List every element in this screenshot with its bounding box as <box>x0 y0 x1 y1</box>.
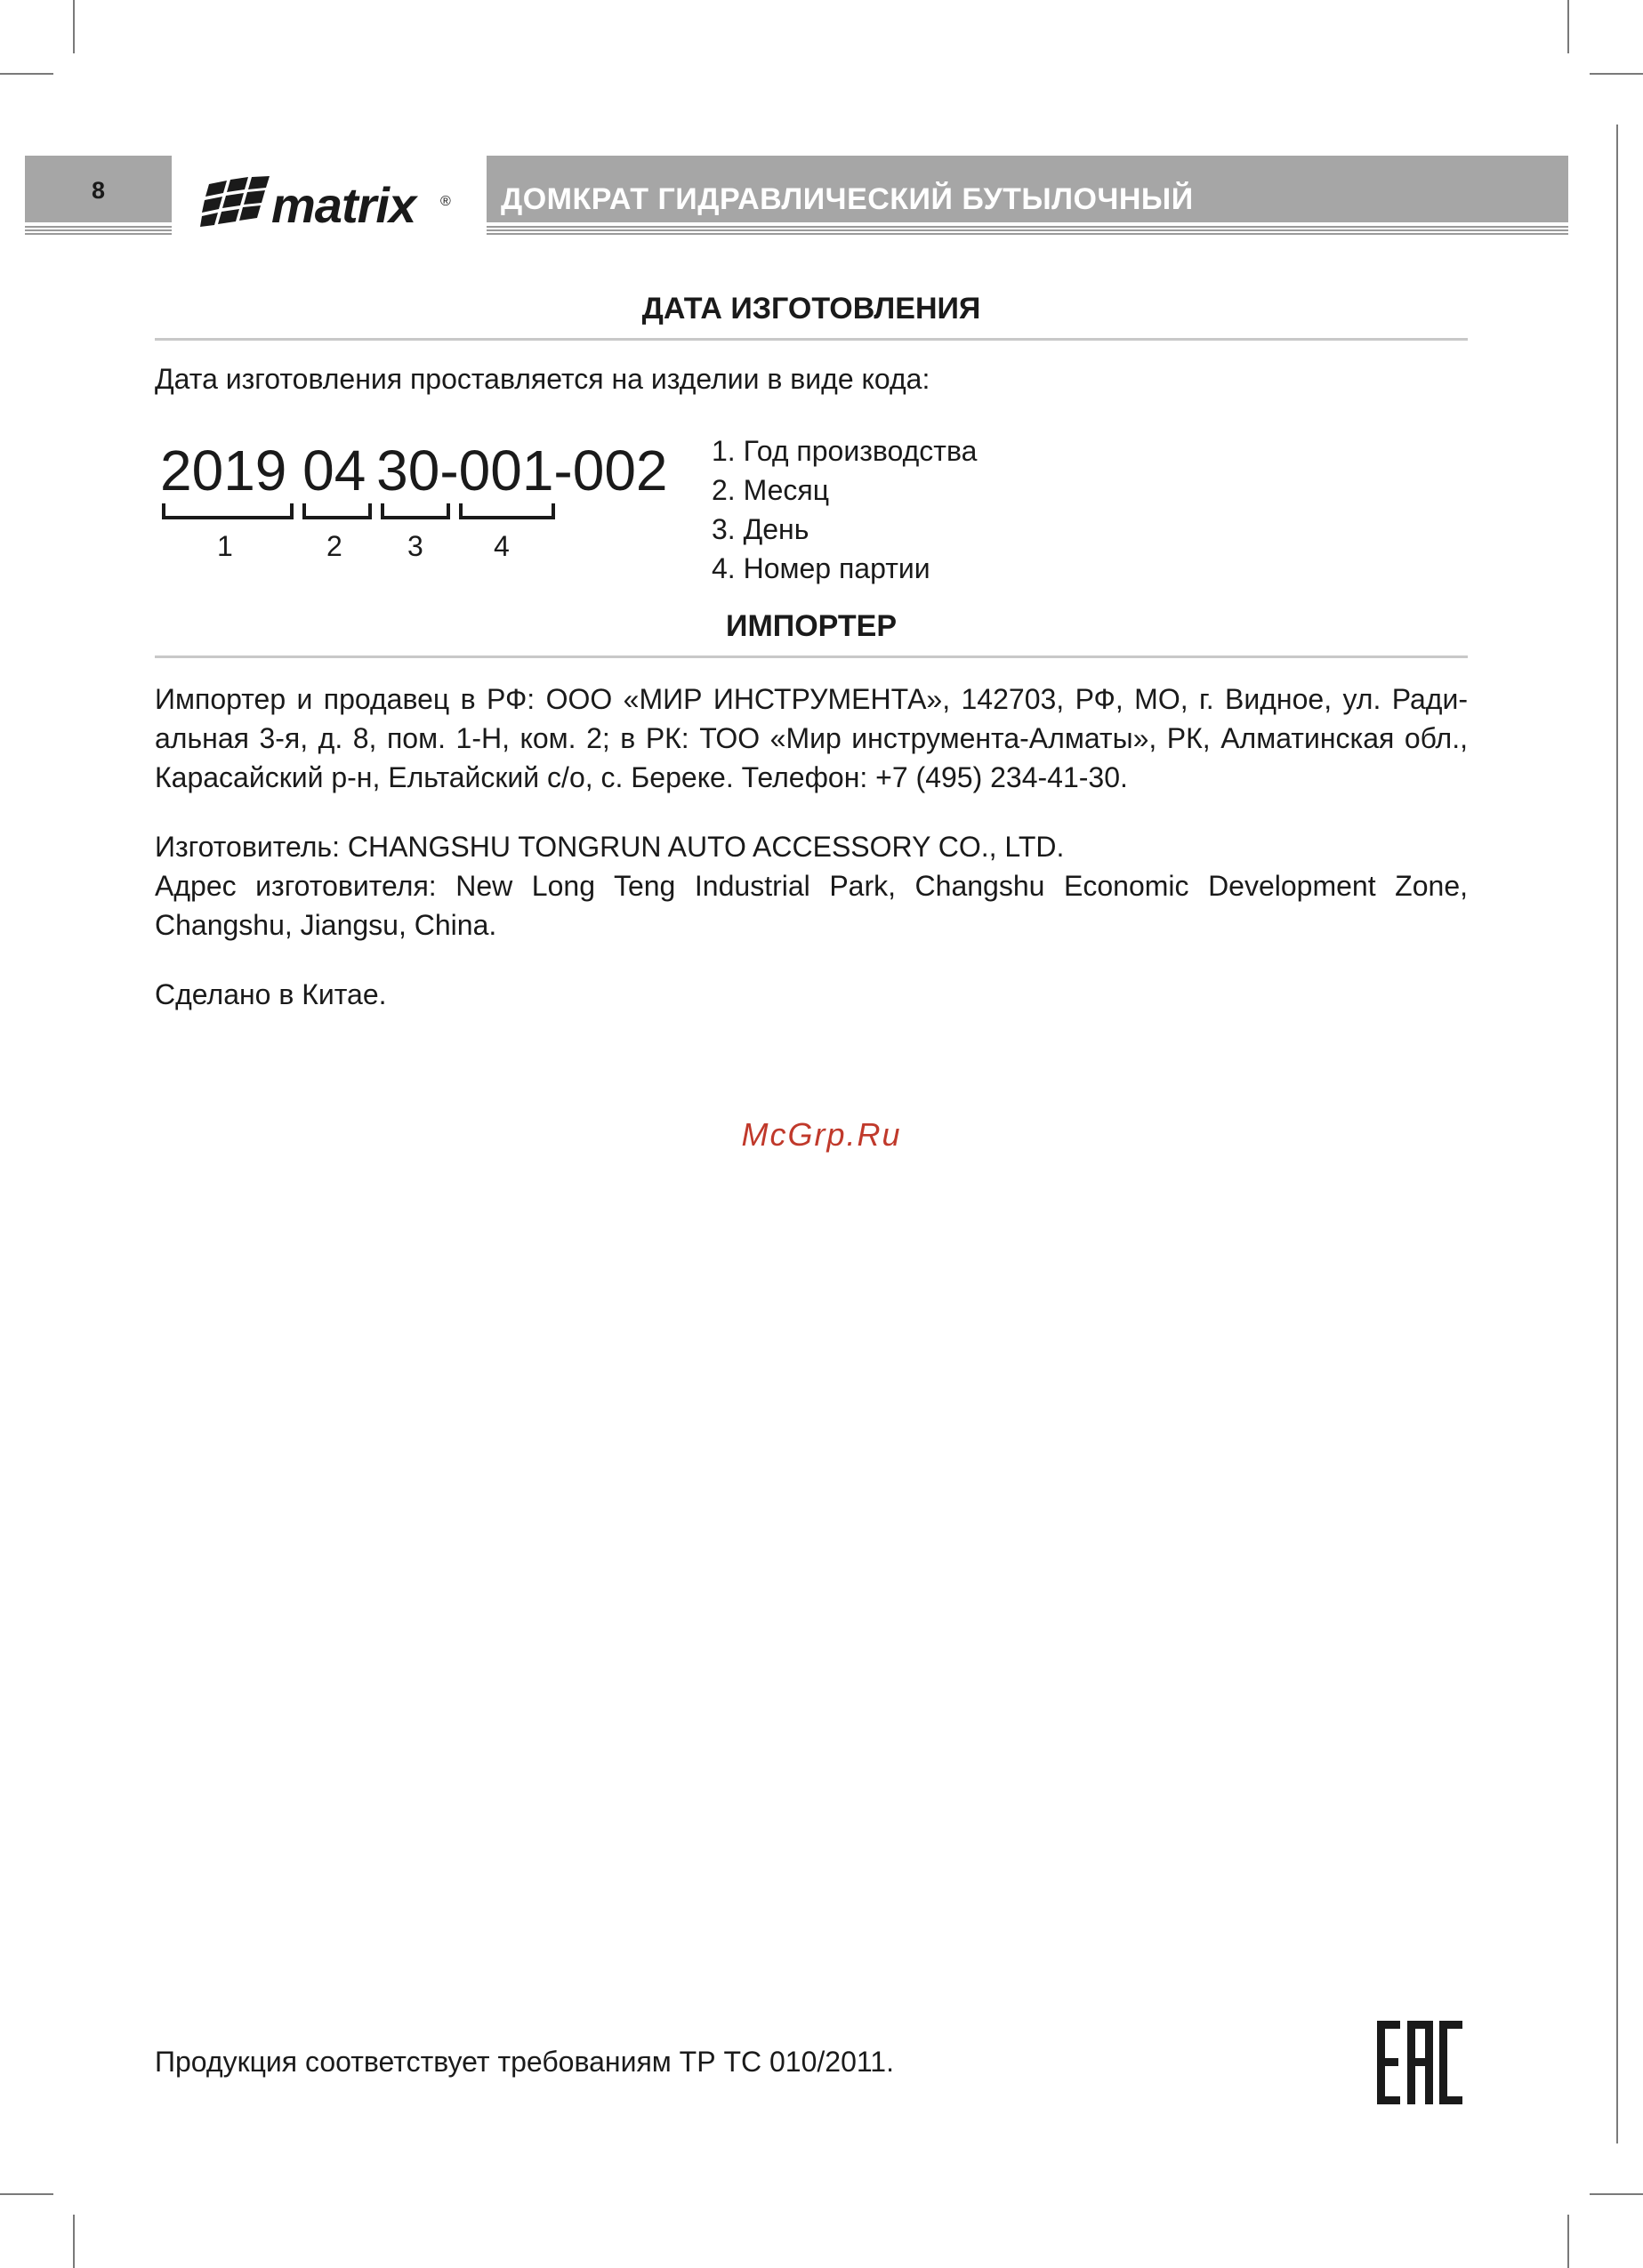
section-rule <box>155 655 1468 658</box>
code-bracket <box>459 503 555 519</box>
header-title-bar <box>487 156 1568 222</box>
code-label: 3 <box>407 530 423 562</box>
section-heading-importer: ИМПОРТЕР <box>726 609 897 643</box>
code-label: 4 <box>494 530 510 562</box>
date-code <box>160 438 668 503</box>
legend-item: 1. Год производства <box>712 435 978 467</box>
code-bracket <box>302 503 372 519</box>
page-number: 8 <box>91 177 106 204</box>
code-month: 04 <box>302 438 366 503</box>
code-suffix: -002 <box>553 438 668 503</box>
crop-mark <box>73 2215 75 2268</box>
crop-mark <box>1590 2193 1643 2195</box>
watermark: McGrp.Ru <box>741 1116 902 1153</box>
made-in-text: Сделано в Китае. <box>155 978 387 1010</box>
legend-item: 2. Месяц <box>712 474 830 506</box>
date-intro: Дата изготовления проставляется на изделии в виде кода: <box>155 363 930 395</box>
code-label: 1 <box>217 530 233 562</box>
brand-name: matrix <box>271 177 416 233</box>
code-legend <box>712 431 977 588</box>
manufacturer-text: Изготовитель: CHANGSHU TONGRUN AUTO ACCESSORY CO., LTD. <box>155 831 1065 863</box>
crop-mark <box>73 0 75 53</box>
legend-item: 4. Номер партии <box>712 552 930 584</box>
crop-mark <box>1590 73 1643 75</box>
importer-text: Импортер и продавец в РФ: ООО «МИР ИНСТРУМЕНТА», 142703, РФ, МО, г. Видное, ул. Ради-альная 3-я, д. 8, пом. 1-Н, ком. 2; в РК: ТОО «Мир инструмента-Алматы», РК, Алматинская обл., Карасайский р-н, Ельтайский с/о, с. Береке. Телефон: +7 (495) 234-41-30. <box>155 683 1468 793</box>
code-label: 2 <box>326 530 342 562</box>
registered-mark: ® <box>440 194 451 209</box>
crop-mark <box>0 2193 53 2195</box>
matrix-logo-icon <box>200 173 280 236</box>
code-batch: -001 <box>439 438 554 503</box>
crop-mark <box>1567 2215 1569 2268</box>
header-stripes <box>25 226 172 238</box>
brand-logo <box>200 169 458 240</box>
manufacturer-address: Адрес изготовителя: New Long Teng Industrial Park, Changshu Economic Development Zone, Changshu, Jiangsu, China. <box>155 870 1468 941</box>
page-number-box <box>25 156 172 222</box>
compliance-text: Продукция соответствует требованиям ТР ТС 010/2011. <box>155 2046 894 2078</box>
document-title: ДОМКРАТ ГИДРАВЛИЧЕСКИЙ БУТЫЛОЧНЫЙ <box>501 182 1194 216</box>
code-day: 30 <box>376 438 440 503</box>
crop-mark <box>1567 0 1569 53</box>
eac-mark-icon <box>1377 2021 1462 2104</box>
header-stripes <box>487 226 1568 238</box>
code-bracket <box>381 503 450 519</box>
code-bracket <box>162 503 294 519</box>
crop-mark <box>0 73 53 75</box>
code-year: 2019 <box>160 438 287 503</box>
section-rule <box>155 338 1468 341</box>
legend-item: 3. День <box>712 513 809 545</box>
section-heading-date: ДАТА ИЗГОТОВЛЕНИЯ <box>641 292 981 326</box>
